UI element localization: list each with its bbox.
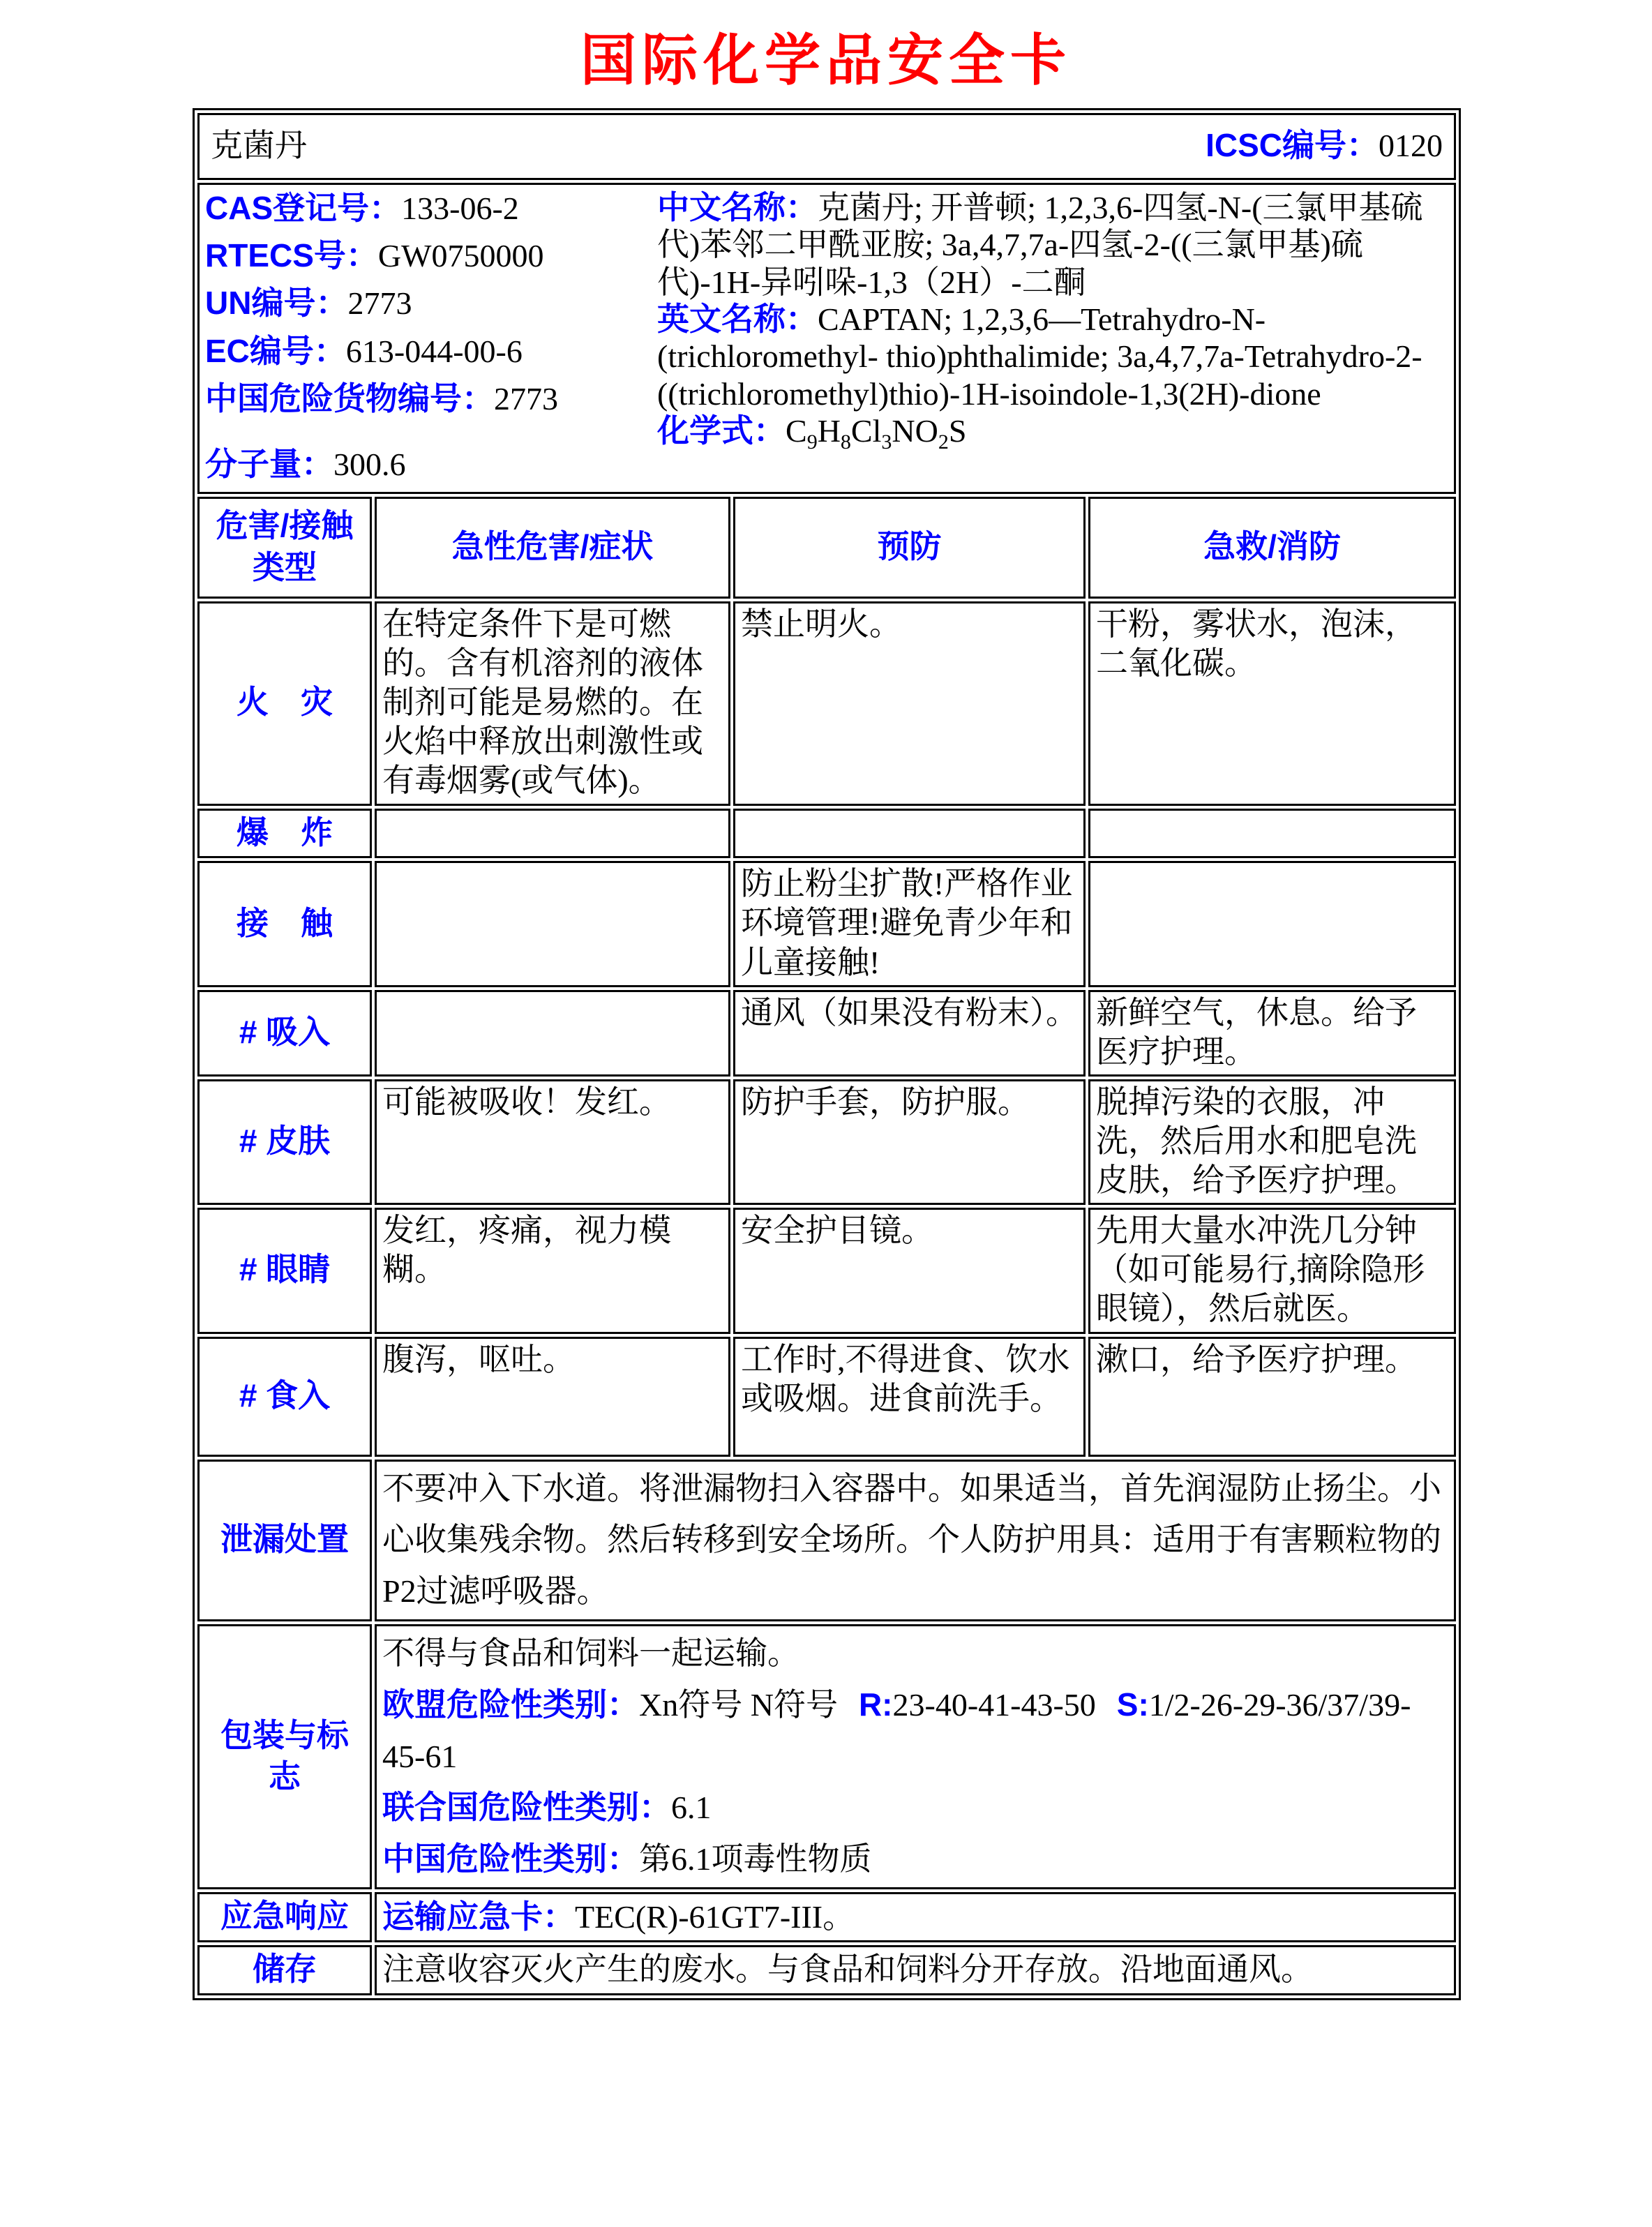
cas-number-item xyxy=(205,189,657,227)
un-value: 2773 xyxy=(347,285,412,322)
un-label: UN编号： xyxy=(205,285,348,322)
hazard-row-skin xyxy=(197,1079,1456,1205)
chinese-name-label: 中文名称： xyxy=(657,189,818,225)
registry-numbers-block xyxy=(205,189,657,489)
fire-first-aid: 干粉，雾状水，泡沫，二氧化碳。 xyxy=(1088,601,1456,806)
icsc-number: 0120 xyxy=(1379,128,1443,164)
china-class-value: 第6.1项毒性物质 xyxy=(639,1840,872,1877)
cas-label: CAS登记号： xyxy=(205,190,402,226)
hazard-row-explosion xyxy=(197,809,1456,859)
chinese-name-value: 克菌丹; 开普顿; 1,2,3,6-四氢-N-(三氯甲基硫代)苯邻二甲酰亚胺; 3a,4,7,7a-四氢-2-((三氯甲基)硫代)-1H-异吲哚-1,3（2H）-二酮 xyxy=(657,190,1423,300)
formula-label: 化学式： xyxy=(657,412,786,449)
ingestion-first-aid: 漱口，给予医疗护理。 xyxy=(1088,1337,1456,1457)
identification-row xyxy=(197,183,1456,494)
hazard-row-fire xyxy=(197,601,1456,806)
r-phrases-label: R: xyxy=(858,1686,893,1723)
spill-disposal-row xyxy=(197,1460,1456,1622)
formula-line xyxy=(657,412,1448,454)
english-name-value: CAPTAN; 1,2,3,6—Tetrahydro-N-(trichloromethyl- thio)phthalimide; 3a,4,7,7a-Tetrahydro-2-((trichloromethyl)thio)-1H-isoindole-1,3(2H)-dione xyxy=(657,301,1422,412)
ingestion-symptoms: 腹泻，呕吐。 xyxy=(375,1337,730,1457)
explosion-prevention xyxy=(733,809,1086,859)
molecular-weight-value: 300.6 xyxy=(333,446,406,482)
row-label-explosion: 爆 炸 xyxy=(197,809,372,859)
col-header-hazard-type: 危害/接触类型 xyxy=(197,497,372,599)
un-class-value: 6.1 xyxy=(671,1790,712,1826)
contact-symptoms xyxy=(375,861,730,987)
row-label-eyes: # 眼睛 xyxy=(197,1208,372,1333)
china-hazard-class-line xyxy=(382,1834,1448,1885)
contact-prevention: 防止粉尘扩散!严格作业环境管理!避免青少年和儿童接触! xyxy=(733,861,1086,987)
icsc-label: ICSC编号： xyxy=(1206,127,1379,164)
icsc-document xyxy=(0,15,1652,2000)
storage-text: 注意收容灭火产生的废水。与食品和饲料分开存放。沿地面通风。 xyxy=(375,1945,1456,1995)
contact-first-aid xyxy=(1088,861,1456,987)
eu-symbols: Xn符号 N符号 xyxy=(639,1686,838,1723)
ec-label: EC编号： xyxy=(205,332,346,369)
eyes-prevention: 安全护目镜。 xyxy=(733,1208,1086,1333)
row-label-ingestion: # 食入 xyxy=(197,1337,372,1457)
china-dg-number-item xyxy=(205,380,657,418)
row-label-skin: # 皮肤 xyxy=(197,1079,372,1205)
hazard-row-inhalation xyxy=(197,990,1456,1077)
s-phrases-value: 1/2-26-29-36/37/39-45-61 xyxy=(382,1686,1411,1774)
english-name-label: 英文名称： xyxy=(657,301,818,338)
emergency-response-cell xyxy=(375,1892,1456,1942)
explosion-symptoms xyxy=(375,809,730,859)
substance-name: 克菌丹 xyxy=(211,127,307,163)
fire-symptoms: 在特定条件下是可燃的。含有机溶剂的液体制剂可能是易燃的。在火焰中释放出刺激性或有毒烟雾(或气体)。 xyxy=(375,601,730,806)
ingestion-prevention: 工作时,不得进食、饮水或吸烟。进食前洗手。 xyxy=(733,1337,1086,1457)
hazard-row-contact xyxy=(197,861,1456,987)
china-dg-value: 2773 xyxy=(494,380,558,417)
china-dg-label: 中国危险货物编号： xyxy=(205,380,494,417)
s-phrases-label: S: xyxy=(1116,1686,1149,1723)
skin-prevention: 防护手套，防护服。 xyxy=(733,1079,1086,1205)
storage-row xyxy=(197,1945,1456,1995)
un-number-item xyxy=(205,284,657,322)
row-label-fire: 火 灾 xyxy=(197,601,372,806)
identification-cell xyxy=(197,183,1456,494)
hazard-row-eyes xyxy=(197,1208,1456,1333)
english-name-line xyxy=(657,301,1448,412)
molecular-weight-item xyxy=(205,445,657,483)
row-label-emergency-response: 应急响应 xyxy=(197,1892,372,1942)
row-label-spill-disposal: 泄漏处置 xyxy=(197,1460,372,1622)
page-title: 国际化学品安全卡 xyxy=(580,31,1072,92)
eyes-symptoms: 发红，疼痛，视力模糊。 xyxy=(375,1208,730,1333)
rtecs-number-item xyxy=(205,237,657,275)
names-block xyxy=(657,189,1448,489)
inhalation-prevention: 通风（如果没有粉末）。 xyxy=(733,990,1086,1077)
packaging-content-cell xyxy=(375,1624,1456,1889)
r-phrases-value: 23-40-41-43-50 xyxy=(892,1686,1096,1723)
col-header-prevention: 预防 xyxy=(733,497,1086,599)
un-hazard-class-line xyxy=(382,1782,1448,1834)
row-label-inhalation: # 吸入 xyxy=(197,990,372,1077)
substance-header-row xyxy=(197,113,1456,180)
col-header-symptoms: 急性危害/症状 xyxy=(375,497,730,599)
cas-value: 133-06-2 xyxy=(401,190,519,226)
transport-emergency-card-value: TEC(R)-61GT7-III。 xyxy=(575,1898,855,1935)
row-label-contact: 接 触 xyxy=(197,861,372,987)
icsc-number-field xyxy=(1206,126,1443,165)
row-label-storage: 储存 xyxy=(197,1945,372,1995)
col-header-first-aid: 急救/消防 xyxy=(1088,497,1456,599)
explosion-first-aid xyxy=(1088,809,1456,859)
eu-hazard-class-line xyxy=(382,1679,1448,1782)
fire-prevention: 禁止明火。 xyxy=(733,601,1086,806)
skin-first-aid: 脱掉污染的衣服，冲洗，然后用水和肥皂洗皮肤，给予医疗护理。 xyxy=(1088,1079,1456,1205)
transport-note: 不得与食品和饲料一起运输。 xyxy=(382,1635,799,1672)
substance-header-cell xyxy=(197,113,1456,180)
spill-disposal-text: 不要冲入下水道。将泄漏物扫入容器中。如果适当，首先润湿防止扬尘。小心收集残余物。然后转移到安全场所。个人防护用具：适用于有害颗粒物的P2过滤呼吸器。 xyxy=(375,1460,1456,1622)
rtecs-value: GW0750000 xyxy=(377,238,544,274)
un-class-label: 联合国危险性类别： xyxy=(382,1789,671,1826)
ec-number-item xyxy=(205,332,657,370)
inhalation-symptoms xyxy=(375,990,730,1077)
hazard-row-ingestion xyxy=(197,1337,1456,1457)
packaging-labelling-row xyxy=(197,1624,1456,1889)
transport-emergency-card-label: 运输应急卡： xyxy=(382,1898,575,1935)
rtecs-label: RTECS号： xyxy=(205,237,378,274)
row-label-packaging: 包装与标志 xyxy=(197,1624,372,1889)
eyes-first-aid: 先用大量水冲洗几分钟（如可能易行,摘除隐形眼镜），然后就医。 xyxy=(1088,1208,1456,1333)
china-class-label: 中国危险性类别： xyxy=(382,1840,639,1877)
safety-card-table xyxy=(193,108,1461,2000)
chinese-name-line xyxy=(657,189,1448,301)
ec-value: 613-044-00-6 xyxy=(345,333,523,369)
eu-class-label: 欧盟危险性类别： xyxy=(382,1686,639,1723)
molecular-weight-label: 分子量： xyxy=(205,445,333,482)
hazard-table-header-row xyxy=(197,497,1456,599)
formula-value: $C_9H_8Cl_3NO_2S$ xyxy=(786,413,967,454)
skin-symptoms: 可能被吸收！发红。 xyxy=(375,1079,730,1205)
inhalation-first-aid: 新鲜空气，休息。给予医疗护理。 xyxy=(1088,990,1456,1077)
emergency-response-row xyxy=(197,1892,1456,1942)
